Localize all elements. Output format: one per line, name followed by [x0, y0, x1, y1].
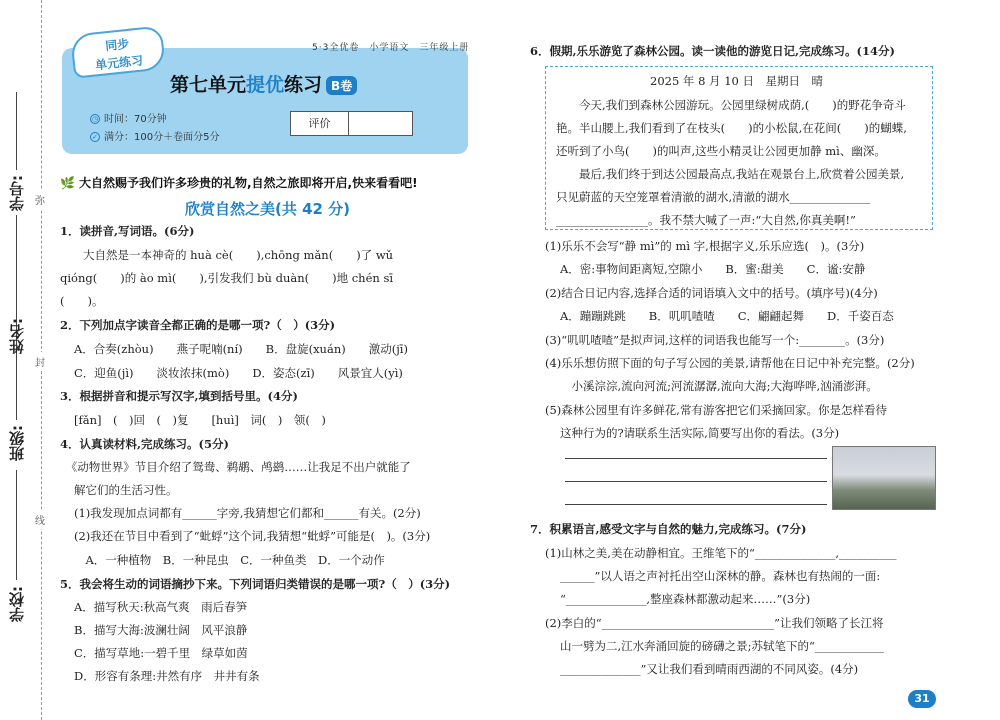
page-number: 31: [908, 690, 936, 708]
q4-material-line1: 《动物世界》节目介绍了鸳鸯、鹈鹕、鸬鹚……让我足不出户就能了: [60, 460, 411, 474]
school-write-line: [16, 470, 17, 580]
q4-material-line2: 解它们的生活习性。: [74, 483, 178, 497]
sync-practice-badge: 同步 单元练习: [70, 25, 166, 78]
b-version-badge: B卷: [326, 76, 357, 95]
diary-line6: ________________。我不禁大喊了一声:“大自然,你真美啊!”: [556, 213, 856, 227]
section-title: 欣赏自然之美(共 42 分): [185, 200, 351, 218]
diary-line2: 艳。半山腰上,我们看到了在枝头( )的小松鼠,在花间( )的蝴蝶,: [556, 121, 907, 135]
q1-line2: qióng( )的 ào mì( ),引发我们 bù duàn( )地 chén sī: [60, 271, 394, 285]
id-write-line: [16, 92, 17, 170]
q7-part2-line3: ______________”又让我们看到晴雨西湖的不同风姿。(4分): [560, 662, 859, 676]
binding-margin: [0, 0, 58, 720]
full-score: ✓ 满分：100分＋卷面分5分: [90, 128, 219, 143]
q4-options: A．一种植物 B．一种昆虫 C．一种鱼类 D．一个动作: [74, 553, 385, 567]
q7-part2-line2: 山一劈为二,江水奔涌回旋的磅礴之景;苏轼笔下的“____________: [560, 639, 884, 653]
page-title: 第七单元提优练习 B卷: [170, 70, 357, 97]
question-4: 4．认真读材料,完成练习。(5分): [60, 437, 229, 451]
q6-part2: (2)结合日记内容,选择合适的词语填入文中的括号。(填序号)(4分): [545, 286, 878, 300]
diary-line4: 最后,我们终于到达公园最高点,我站在观景台上,欣赏着公园美景,: [556, 167, 905, 181]
q7-part1-line3: “______________,整座森林都激动起来……”(3分): [560, 592, 811, 606]
q7-part2-line1: (2)李白的“______________________________”让我们领略了长江将: [545, 616, 884, 630]
evaluation-box[interactable]: 评价: [290, 111, 413, 136]
leaf-icon: 🌿: [60, 176, 75, 190]
q6-part1: (1)乐乐不会写“静 mì”的 mì 字,根据字义,乐乐应选( )。(3分): [545, 239, 865, 253]
question-5: 5．我会将生动的词语摘抄下来。下列词语归类错误的是哪一项?（ ）(3分): [60, 577, 451, 591]
name-write-line: [16, 215, 17, 315]
time-limit: ◷ 时间：70分钟: [91, 114, 167, 125]
seal-char-mi: 弥: [35, 190, 45, 209]
diary-line3: 还听到了小鸟( )的叫声,这些小精灵让公园更加静 mì、幽深。: [556, 144, 886, 158]
question-7: 7．积累语言,感受文字与自然的魅力,完成练习。(7分): [530, 522, 807, 536]
diary-date: 2025 年 8 月 10 日 星期日 晴: [650, 74, 823, 88]
question-6: 6．假期,乐乐游览了森林公园。读一读他的游览日记,完成练习。(14分): [530, 44, 895, 58]
answer-line[interactable]: [565, 481, 827, 482]
q5-option-a: A．描写秋天:秋高气爽 雨后春笋: [74, 600, 248, 614]
q7-part1-line1: (1)山林之美,美在动静相宜。王维笔下的“______________,__________: [545, 546, 897, 560]
seal-char-feng: 封: [35, 352, 45, 371]
answer-line[interactable]: [565, 504, 827, 505]
diary-line5: 只见蔚蓝的天空笼罩着清澈的湖水,清澈的湖水______________: [556, 190, 871, 204]
check-icon: ✓: [90, 132, 100, 142]
q7-part1-line2: ______”以人语之声衬托出空山深林的静。森林也有热闹的一面:: [560, 569, 881, 583]
q2-options-ab: A．合奏(zhòu) 燕子呢喃(ní) B．盘旋(xuán) 激动(jī): [74, 342, 408, 356]
q6-part2-options: A．蹦蹦跳跳 B．叽叽喳喳 C．翩翩起舞 D．千姿百态: [560, 309, 894, 323]
seal-char-xian: 线: [35, 510, 45, 529]
class-label: 班级:: [8, 425, 26, 461]
q2-options-cd: C．迎鱼(jì) 淡妆浓抹(mò) D．姿态(zī) 风景宜人(yì): [74, 366, 403, 380]
q4-part2: (2)我还在节目中看到了“蚍蜉”这个词,我猜想“蚍蜉”可能是( )。(3分): [74, 529, 431, 543]
question-1: 1．读拼音,写词语。(6分): [60, 224, 195, 238]
q6-part4: (4)乐乐想仿照下面的句子写公园的美景,请帮他在日记中补充完整。(2分): [545, 356, 915, 370]
q5-option-c: C．描写草地:一碧千里 绿草如茵: [74, 646, 248, 660]
q5-option-b: B．描写大海:波澜壮阔 风平浪静: [74, 623, 248, 637]
question-3: 3．根据拼音和提示写汉字,填到括号里。(4分): [60, 389, 298, 403]
diary-line1: 今天,我们到森林公园游玩。公园里绿树成荫,( )的野花争奇斗: [556, 98, 906, 112]
q1-line1: 大自然是一本神奇的 huà cè( ),chōng mǎn( )了 wǔ: [60, 248, 394, 262]
q4-part1: (1)我发现加点词都有______字旁,我猜想它们都和______有关。(2分): [74, 506, 421, 520]
student-id-label: 学号:: [8, 175, 26, 211]
q5-option-d: D．形容有条理:井然有序 井井有条: [74, 669, 260, 683]
school-label: 学校:: [8, 586, 26, 622]
name-label: 姓名:: [8, 318, 26, 354]
q6-part4-example: 小溪淙淙,流向河流;河流潺潺,流向大海;大海哗哗,汹涌澎湃。: [560, 379, 878, 393]
q6-part3: (3)“叽叽喳喳”是拟声词,这样的词语我也能写一个:________。(3分): [545, 333, 885, 347]
answer-line[interactable]: [565, 458, 827, 459]
q6-part5-line2: 这种行为的?请联系生活实际,简要写出你的看法。(3分): [560, 426, 840, 440]
book-info: 5·3全优卷 小学语文 三年级上册: [312, 43, 470, 53]
question-2: 2．下列加点字读音全都正确的是哪一项?（ ）(3分): [60, 318, 336, 332]
q1-line3: ( )。: [60, 294, 104, 308]
park-photo: [832, 446, 936, 510]
intro-text: 🌿 大自然赐予我们许多珍贵的礼物,自然之旅即将开启,快来看看吧!: [60, 176, 418, 190]
q6-part5-line1: (5)森林公园里有许多鲜花,常有游客把它们采摘回家。你是怎样看待: [545, 403, 887, 417]
clock-icon: ◷: [91, 115, 99, 123]
q6-part1-options: A．密:事物间距离短,空隙小 B．蜜:甜美 C．谧:安静: [560, 262, 866, 276]
q3-blanks: [fǎn] ( )回 ( )复 [huì] 词( ) 领( ): [74, 413, 326, 427]
